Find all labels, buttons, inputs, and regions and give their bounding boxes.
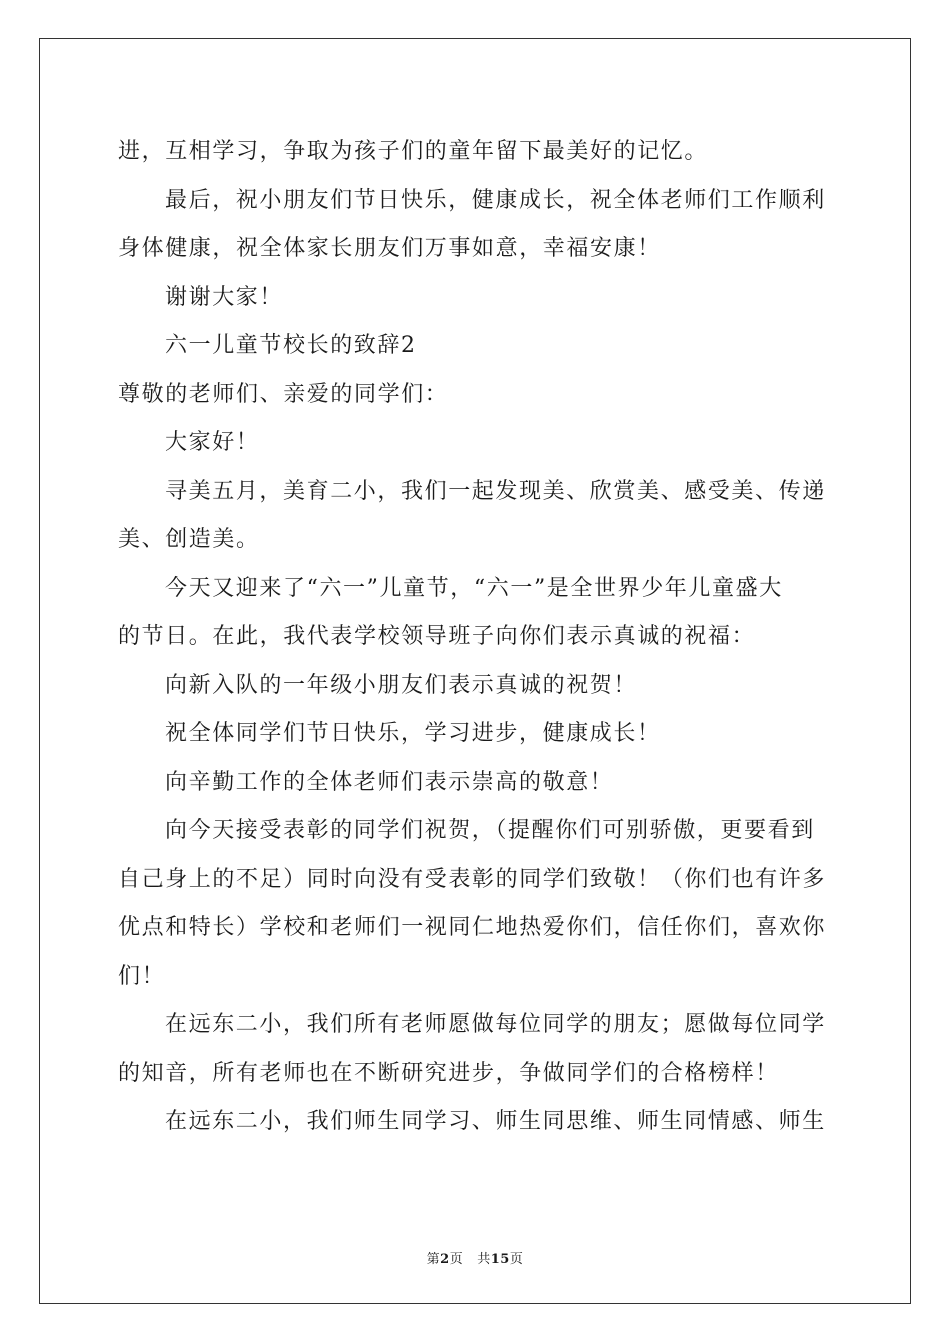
text-line: 身体健康，祝全体家长朋友们万事如意，幸福安康！ — [118, 236, 661, 261]
footer-total-prefix: 共 — [477, 1252, 491, 1267]
page-footer — [0, 1248, 950, 1267]
text-line: 优点和特长）学校和老师们一视同仁地热爱你们，信任你们，喜欢你 — [118, 915, 827, 940]
footer-page-prefix: 第 — [426, 1252, 441, 1267]
footer-total-suffix: 页 — [509, 1252, 524, 1267]
footer-total-pages: 15 — [490, 1252, 510, 1267]
text-line: 向辛勤工作的全体老师们表示崇高的敬意！ — [165, 769, 614, 795]
text-line: 向新入队的一年级小朋友们表示真诚的祝贺！ — [165, 672, 638, 698]
text-line: 在远东二小，我们所有老师愿做每位同学的朋友；愿做每位同学 — [165, 1012, 826, 1037]
text-line: 大家好！ — [165, 430, 260, 455]
text-line: 在远东二小，我们师生同学习、师生同思维、师生同情感、师生 — [165, 1109, 826, 1134]
text-line: 们！ — [118, 963, 166, 989]
footer-page-number: 2 — [440, 1252, 450, 1267]
text-line: 的知音，所有老师也在不断研究进步，争做同学们的合格榜样！ — [118, 1060, 779, 1086]
text-line: 寻美五月，美育二小，我们一起发现美、欣赏美、感受美、传递 — [165, 478, 826, 504]
text-line: 美、创造美。 — [118, 527, 260, 552]
footer-page-suffix: 页 — [449, 1252, 464, 1267]
document-body — [118, 128, 834, 1147]
text-line: 自己身上的不足）同时向没有受表彰的同学们致敬！（你们也有许多 — [118, 866, 827, 892]
text-line: 最后，祝小朋友们节日快乐，健康成长，祝全体老师们工作顺利 — [165, 187, 826, 213]
text-line: 的节日。在此，我代表学校领导班子向你们表示真诚的祝福： — [118, 624, 756, 649]
text-line: 今天又迎来了“六一”儿童节，“六一”是全世界少年儿童盛大 — [165, 575, 783, 601]
text-line: 进，互相学习，争取为孩子们的童年留下最美好的记忆。 — [118, 139, 709, 164]
text-line: 尊敬的老师们、亲爱的同学们： — [118, 381, 449, 407]
text-line: 向今天接受表彰的同学们祝贺，（提醒你们可别骄傲，更要看到 — [165, 818, 815, 843]
text-line: 谢谢大家！ — [165, 284, 284, 310]
text-line: 祝全体同学们节日快乐，学习进步，健康成长！ — [165, 721, 661, 746]
text-line: 六一儿童节校长的致辞2 — [165, 333, 417, 358]
